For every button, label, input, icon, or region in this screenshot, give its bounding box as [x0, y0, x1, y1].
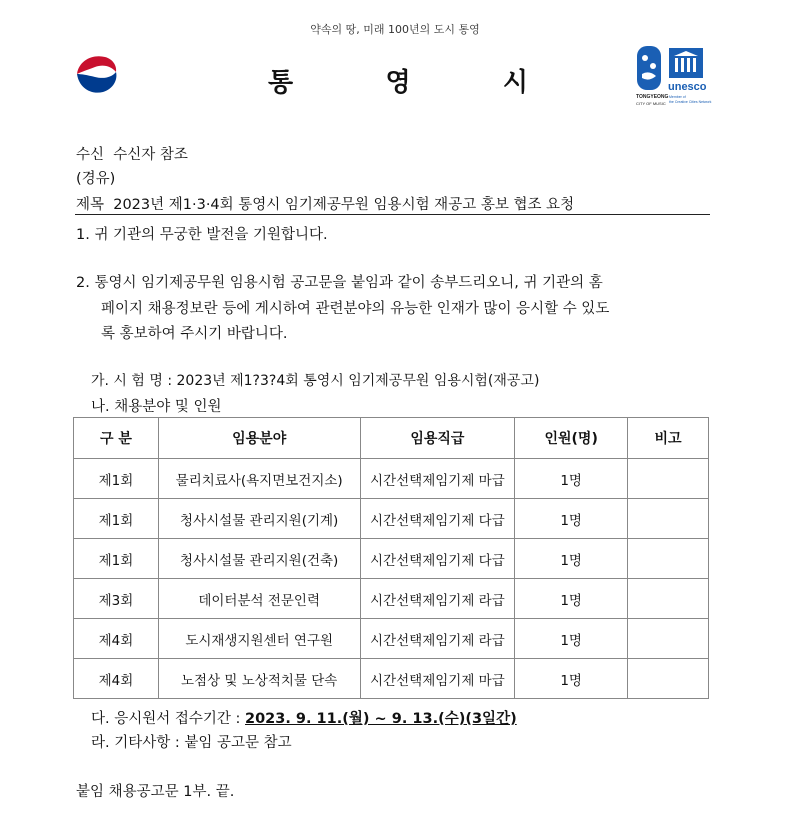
cell-field: 노점상 및 노상적치물 단속 [158, 659, 360, 699]
recruitment-table [73, 417, 709, 699]
cell-note [628, 659, 709, 699]
paragraph-2-line-1: 2. 통영시 임기제공무원 임용시험 공고문을 붙임과 같이 송부드리오니, 귀 기관의 홈 [76, 275, 603, 291]
cell-note [628, 579, 709, 619]
cell-count: 1명 [515, 659, 628, 699]
item-da-value: 2023. 9. 11.(월) ~ 9. 13.(수)(3일간) [245, 711, 517, 727]
table-row [74, 499, 709, 539]
table-row [74, 539, 709, 579]
cell-category: 제1회 [74, 539, 159, 579]
cell-field: 청사시설물 관리지원(건축) [158, 539, 360, 579]
cell-count: 1명 [515, 579, 628, 619]
table-row [74, 619, 709, 659]
cell-grade: 시간선택제임기제 마급 [360, 659, 515, 699]
cell-category: 제1회 [74, 499, 159, 539]
tongyeong-unesco-logo [636, 44, 712, 110]
cell-field: 도시재생지원센터 연구원 [158, 619, 360, 659]
page-title [268, 62, 528, 99]
subject-label: 제목 [76, 197, 105, 213]
item-da [91, 707, 517, 728]
logo-unesco-sub2: the Creative Cities Network [669, 100, 712, 104]
header-count: 인원(명) [515, 418, 628, 459]
header-note: 비고 [628, 418, 709, 459]
item-da-label: 다. 응시원서 접수기간 : [91, 711, 245, 727]
cell-grade: 시간선택제임기제 다급 [360, 499, 515, 539]
recipient-value: 수신자 참조 [113, 147, 188, 163]
header-grade: 임용직급 [360, 418, 515, 459]
subject-divider [75, 214, 710, 215]
title-char: 시 [502, 68, 528, 98]
logo-unesco-sub1: Member of [669, 95, 686, 99]
cell-category: 제3회 [74, 579, 159, 619]
paragraph-1: 1. 귀 기관의 무궁한 발전을 기원합니다. [76, 227, 328, 243]
cell-count: 1명 [515, 459, 628, 499]
cell-note [628, 459, 709, 499]
cell-category: 제4회 [74, 619, 159, 659]
recipient-label: 수신 [76, 147, 105, 163]
cell-count: 1명 [515, 499, 628, 539]
title-char: 통 [268, 68, 294, 98]
cell-field: 청사시설물 관리지원(기계) [158, 499, 360, 539]
cell-count: 1명 [515, 539, 628, 579]
cell-grade: 시간선택제임기제 라급 [360, 619, 515, 659]
title-char: 영 [385, 68, 411, 98]
subject-value: 2023년 제1·3·4회 통영시 임기제공무원 임용시험 재공고 홍보 협조 요청 [113, 197, 575, 213]
government-emblem-logo [73, 52, 119, 96]
paragraph-2-line-3: 록 홍보하여 주시기 바랍니다. [101, 326, 288, 342]
cell-count: 1명 [515, 619, 628, 659]
cell-note [628, 619, 709, 659]
cell-field: 데이터분석 전문인력 [158, 579, 360, 619]
cell-grade: 시간선택제임기제 다급 [360, 539, 515, 579]
item-ra: 라. 기타사항 : 붙임 공고문 참고 [91, 735, 292, 751]
cell-note [628, 539, 709, 579]
attachment-line: 붙임 채용공고문 1부. 끝. [76, 784, 235, 800]
header-category: 구 분 [74, 418, 159, 459]
paragraph-2-line-2: 페이지 채용정보란 등에 게시하여 관련분야의 유능한 인재가 많이 응시할 수 있도 [101, 301, 610, 317]
recipient-line [76, 143, 188, 164]
item-na: 나. 채용분야 및 인원 [91, 399, 222, 415]
cell-grade: 시간선택제임기제 마급 [360, 459, 515, 499]
subject-line [76, 193, 574, 214]
table-row [74, 659, 709, 699]
table-header-row [74, 418, 709, 459]
table-row [74, 579, 709, 619]
item-ga: 가. 시 험 명 : 2023년 제1?3?4회 통영시 임기제공무원 임용시험(재공고) [91, 373, 540, 389]
slogan: 약속의 땅, 미래 100년의 도시 통영 [310, 23, 480, 36]
cell-note [628, 499, 709, 539]
cell-category: 제4회 [74, 659, 159, 699]
logo-city-line1: TONGYEONG [636, 94, 669, 100]
cell-grade: 시간선택제임기제 라급 [360, 579, 515, 619]
cell-field: 물리치료사(욕지면보건지소) [158, 459, 360, 499]
via-line: (경유) [76, 171, 116, 187]
table-row [74, 459, 709, 499]
logo-city-line2: CITY OF MUSIC [636, 101, 666, 106]
header-field: 임용분야 [158, 418, 360, 459]
logo-unesco: unesco [668, 81, 707, 93]
cell-category: 제1회 [74, 459, 159, 499]
